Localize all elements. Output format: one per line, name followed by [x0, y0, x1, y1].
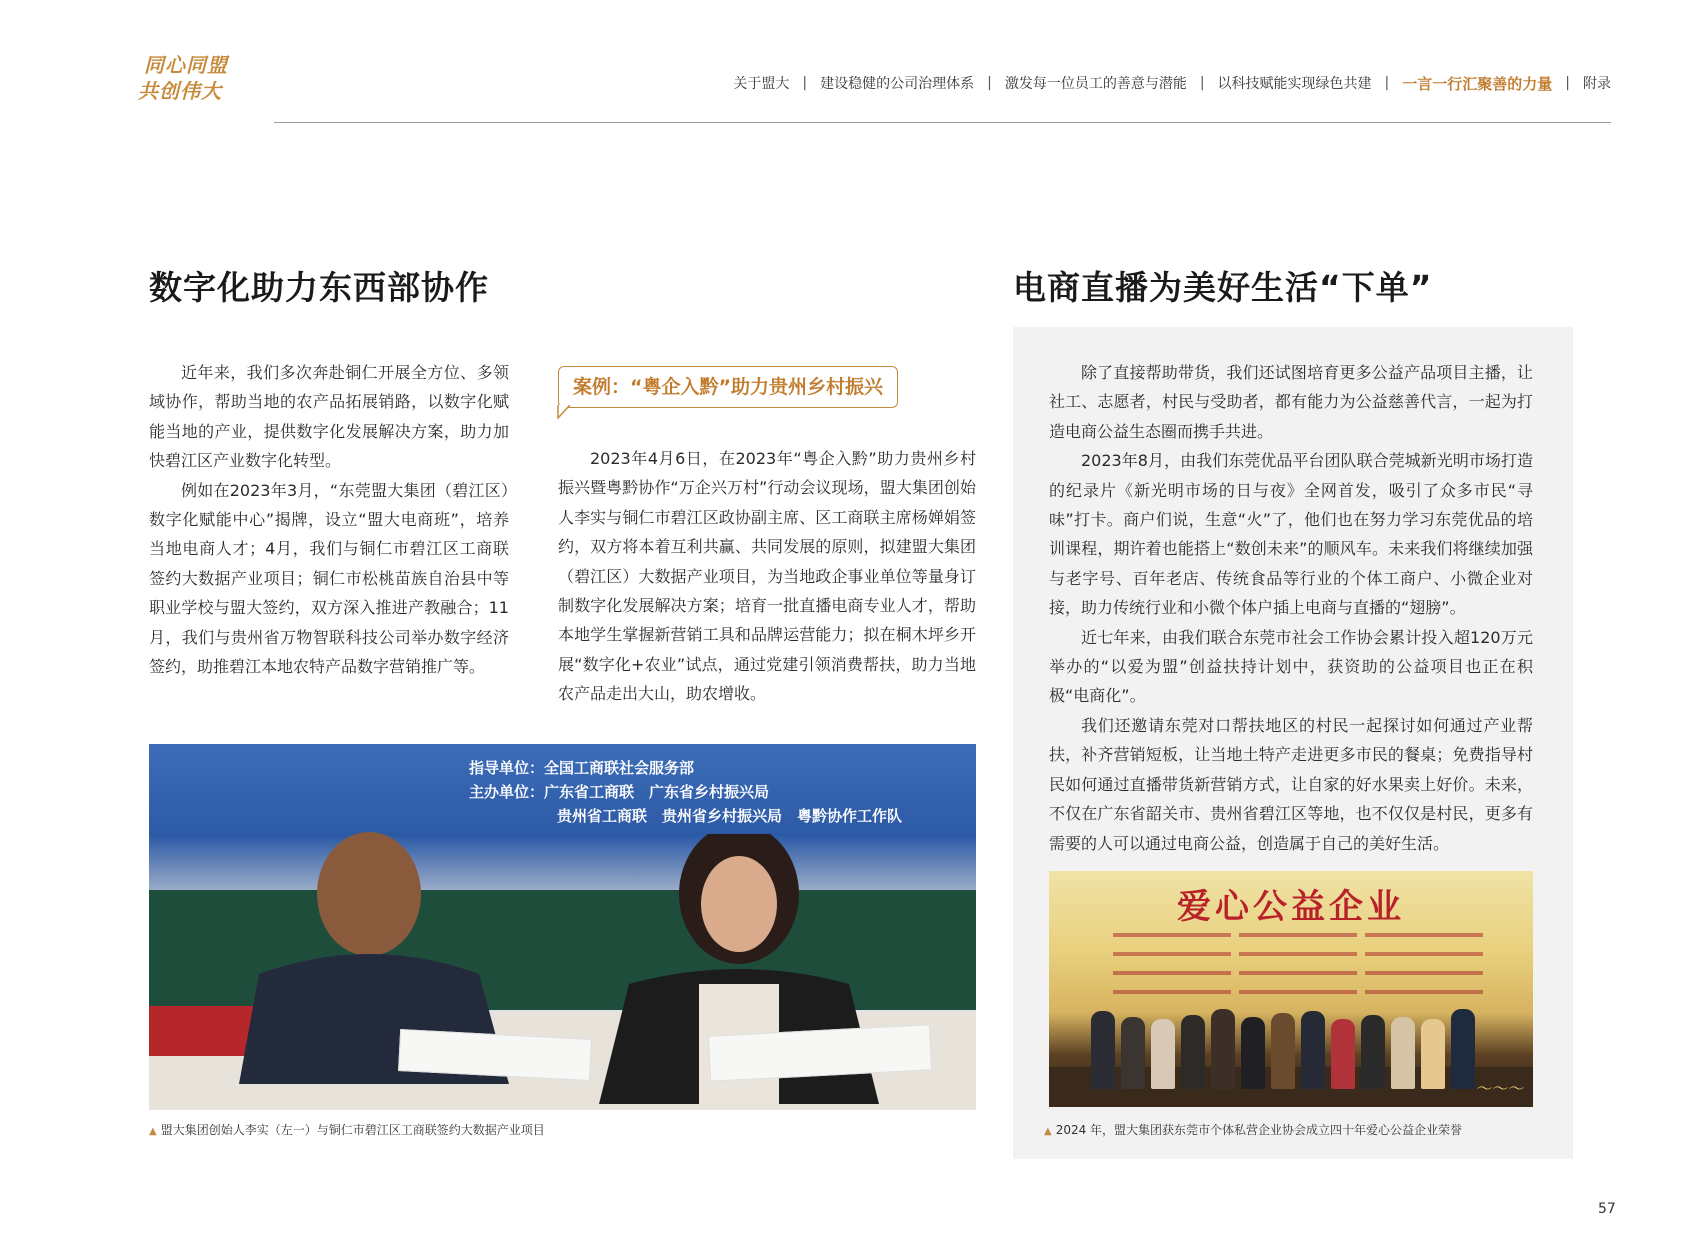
- nav-item[interactable]: 关于盟大: [733, 76, 790, 92]
- nav-item[interactable]: 建设稳健的公司治理体系: [820, 76, 975, 92]
- nav-separator: |: [1565, 75, 1570, 91]
- case-label-tail: [556, 405, 576, 419]
- nav-separator: |: [987, 75, 992, 91]
- photo-banner-text: [469, 756, 902, 828]
- banner-line: 指导单位：全国工商联社会服务部: [469, 759, 695, 777]
- slogan-line-2: 共创伟大: [138, 79, 222, 103]
- case-label: 案例：“粤企入黔”助力贵州乡村振兴: [558, 366, 898, 408]
- slogan-line-1: 同心同盟: [144, 53, 228, 77]
- banner-line: 主办单位：广东省工商联 广东省乡村振兴局: [469, 783, 770, 801]
- banner-line: 贵州省工商联 贵州省乡村振兴局 粤黔协作工作队: [557, 807, 903, 825]
- triangle-icon: ▲: [149, 1126, 157, 1137]
- page-number: 57: [1598, 1201, 1616, 1217]
- nav-item[interactable]: 以科技赋能实现绿色共建: [1217, 76, 1372, 92]
- right-column-text: [1049, 358, 1533, 858]
- right-photo-caption: [1044, 1121, 1462, 1138]
- award-ceremony-photo: [1049, 871, 1533, 1107]
- case-text: [558, 444, 976, 709]
- section-title-digital: 数字化助力东西部协作: [149, 268, 489, 307]
- section-title-ecommerce: 电商直播为美好生活“下单”: [1013, 268, 1433, 307]
- nav-separator: |: [1384, 75, 1390, 91]
- header-divider: [274, 122, 1611, 123]
- left-column-text: [149, 358, 509, 681]
- brush-calligraphy-decoration: 〜〜〜: [1474, 1079, 1523, 1098]
- nav-item[interactable]: 激发每一位员工的善意与潜能: [1004, 76, 1187, 92]
- awardees: [1091, 1009, 1475, 1089]
- top-navigation: [733, 72, 1611, 94]
- nav-item[interactable]: 一言一行汇聚善的力量: [1402, 74, 1553, 93]
- caption-text: 2024 年，盟大集团获东莞市个体私营企业协会成立四十年爱心公益企业荣誉: [1055, 1123, 1463, 1137]
- award-backdrop-title: 爱心公益企业: [1177, 887, 1405, 927]
- nav-separator: |: [1199, 75, 1205, 91]
- paragraph: 近年来，我们多次奔赴铜仁开展全方位、多领域协作，帮助当地的农产品拓展销路，以数字化赋能当地的产业，提供数字化发展解决方案，助力加快碧江区产业数字化转型。: [149, 363, 509, 471]
- paragraph: 例如在2023年3月，“东莞盟大集团（碧江区）数字化赋能中心”揭牌，设立“盟大电商班”，培养当地电商人才；4月，我们与铜仁市碧江区工商联签约大数据产业项目；铜仁市松桃苗族自治县中等职业学校与盟大签约，双方深入推进产教融合；11月，我们与贵州省万物智联科技公司举办数字经济签约，助推碧江本地农特产品数字营销推广等。: [149, 480, 509, 677]
- caption-text: 盟大集团创始人李实（左一）与铜仁市碧江区工商联签约大数据产业项目: [160, 1123, 545, 1137]
- signing-ceremony-photo: [149, 744, 976, 1110]
- paragraph: 我们还邀请东莞对口帮扶地区的村民一起探讨如何通过产业帮扶，补齐营销短板，让当地土特产走进更多市民的餐桌；免费指导村民如何通过直播带货新营销方式，让自家的好水果卖上好价。未来，不仅在广东省韶关市、贵州省碧江区等地，也不仅仅是村民，更多有需要的人可以通过电商公益，创造属于自己的美好生活。: [1049, 715, 1533, 853]
- triangle-icon: ▲: [1044, 1126, 1052, 1137]
- paragraph: 近七年来，由我们联合东莞市社会工作协会累计投入超120万元举办的“以爱为盟”创益扶持计划中，获资助的公益项目也正在积极“电商化”。: [1049, 627, 1533, 706]
- nav-item[interactable]: 附录: [1583, 76, 1611, 92]
- paragraph: 除了直接帮助带货，我们还试图培育更多公益产品项目主播，让社工、志愿者，村民与受助者，都有能力为公益慈善代言，一起为打造电商公益生态圈而携手共进。: [1049, 363, 1533, 441]
- paragraph: 2023年8月，由我们东莞优品平台团队联合莞城新光明市场打造的纪录片《新光明市场的日与夜》全网首发，吸引了众多市民“寻味”打卡。商户们说，生意“火”了，他们也在努力学习东莞优品的培训课程，期许着也能搭上“数创未来”的顺风车。未来我们将继续加强与老字号、百年老店、传统食品等行业的个体工商户、小微企业对接，助力传统行业和小微个体户插上电商与直播的“翅膀”。: [1049, 451, 1533, 618]
- left-photo-caption: [149, 1121, 545, 1138]
- company-names-list: [1109, 927, 1489, 1003]
- paragraph: 2023年4月6日，在2023年“粤企入黔”助力贵州乡村振兴暨粤黔协作“万企兴万村”行动会议现场，盟大集团创始人李实与铜仁市碧江区政协副主席、区工商联主席杨婵娟签约，双方将本着互利共赢、共同发展的原则，拟建盟大集团（碧江区）大数据产业项目，为当地政企事业单位等量身订制数字化发展解决方案；培育一批直播电商专业人才，帮助本地学生掌握新营销工具和品牌运营能力；拟在桐木坪乡开展“数字化+农业”试点，通过党建引领消费帮扶，助力当地农产品走出大山，助农增收。: [558, 449, 976, 704]
- slogan-logo: [138, 52, 274, 104]
- nav-separator: |: [802, 75, 808, 91]
